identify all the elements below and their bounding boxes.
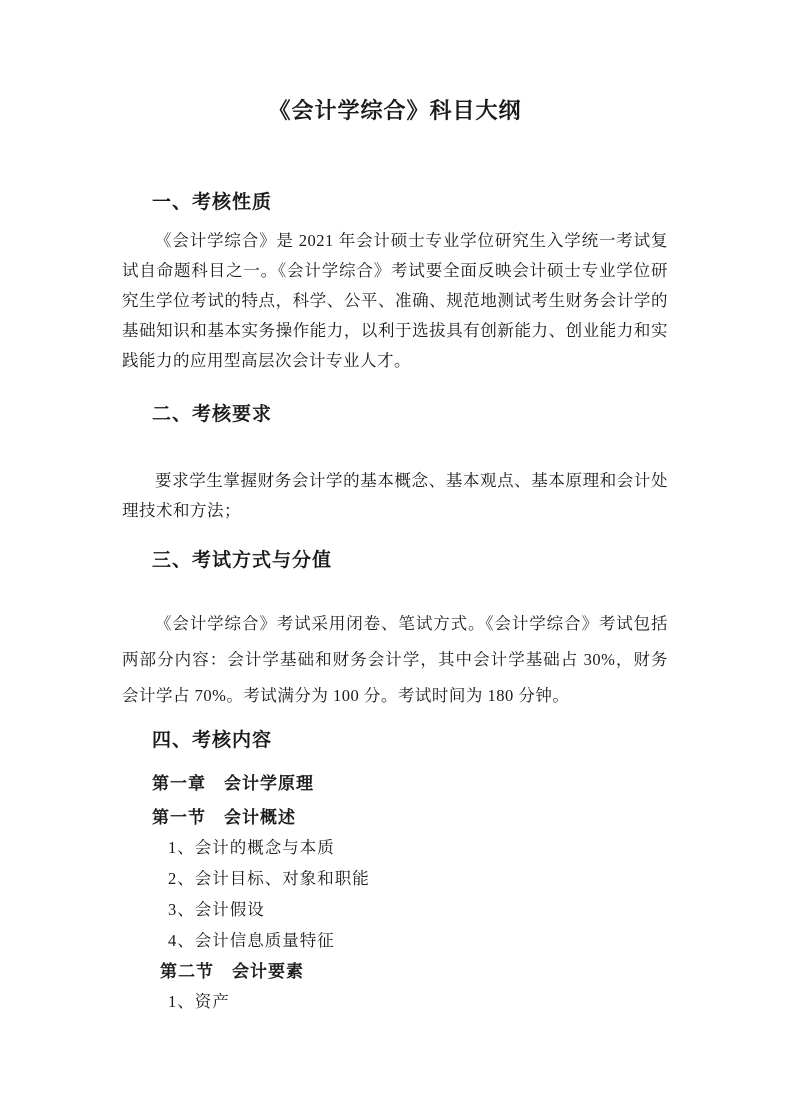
section-2-paragraph: 要求学生掌握财务会计学的基本概念、基本观点、基本原理和会计处理技术和方法； xyxy=(122,471,668,520)
outline-item: 3、会计假设 xyxy=(168,900,265,919)
section-4-heading: 四、考核内容 xyxy=(152,730,273,751)
section-3-heading: 三、考试方式与分值 xyxy=(152,550,333,571)
outline-chapter-1-section-2-title: 第二节 会计要素 xyxy=(160,962,304,981)
section-3-paragraph: 《会计学综合》考试采用闭卷、笔试方式。《会计学综合》考试包括两部分内容：会计学基础和财务会计学，其中会计学基础占 30%，财务会计学占 70%。考试满分为 100 分。考试时间为 180 分钟。 xyxy=(122,614,668,705)
outline-item: 2、会计目标、对象和职能 xyxy=(168,869,370,888)
outline-item: 1、资产 xyxy=(168,992,230,1011)
section-1-heading: 一、考核性质 xyxy=(152,192,273,213)
section-2-heading: 二、考核要求 xyxy=(152,404,273,425)
outline-item: 4、会计信息质量特征 xyxy=(168,931,335,950)
outline-chapter-1-section-1-title: 第一节 会计概述 xyxy=(152,808,296,827)
document-title: 《会计学综合》科目大纲 xyxy=(268,98,522,123)
section-1-paragraph: 《会计学综合》是 2021 年会计硕士专业学位研究生入学统一考试复试自命题科目之一。《会计学综合》考试要全面反映会计硕士专业学位研究生学位考试的特点，科学、公平、准确、规范地测试考生财务会计学的基础知识和基本实务操作能力，以利于选拔具有创新能力、创业能力和实践能力的应用型高层次会计专业人才。 xyxy=(122,231,668,370)
outline-chapter-1-title: 第一章 会计学原理 xyxy=(152,774,314,793)
document-content xyxy=(0,96,792,1017)
outline-item: 1、会计的概念与本质 xyxy=(168,838,335,857)
